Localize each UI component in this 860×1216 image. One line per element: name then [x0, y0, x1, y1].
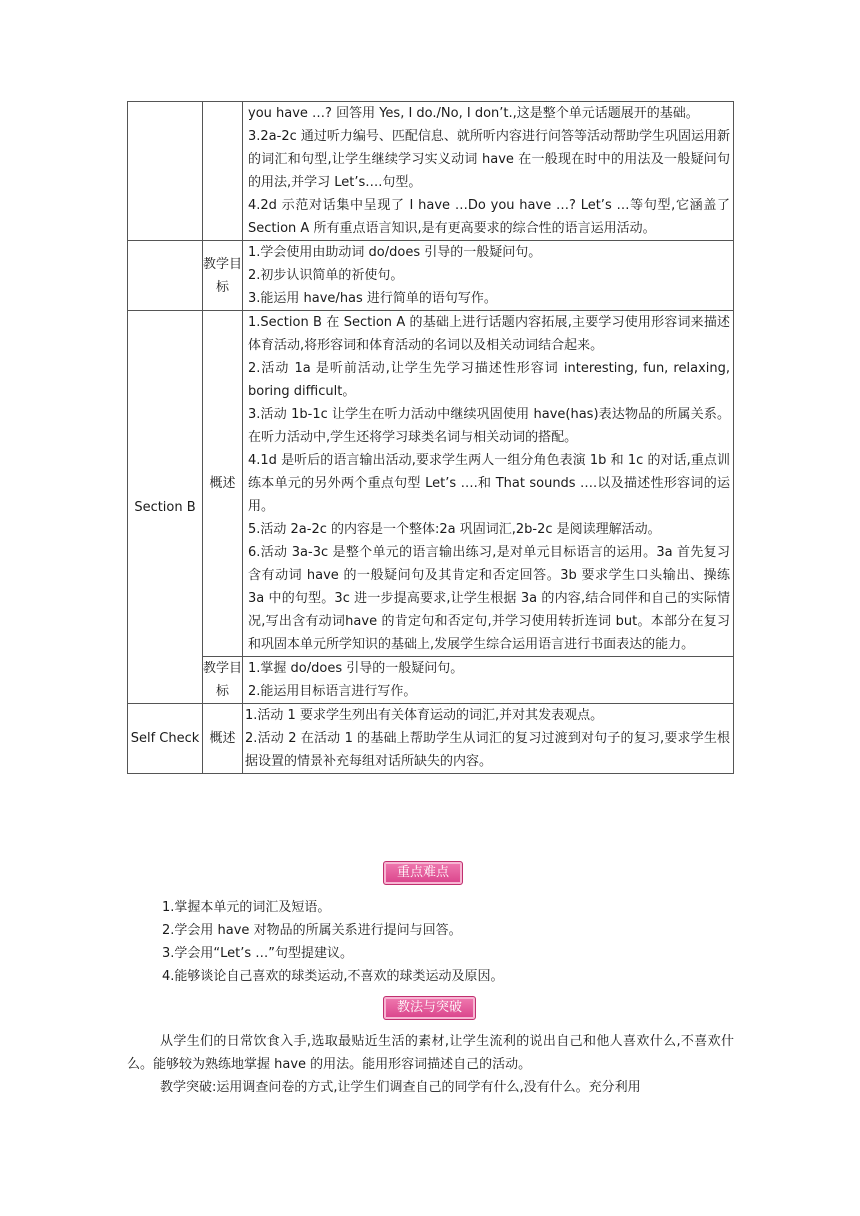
sub-label-cell	[203, 102, 243, 241]
section-label-cell	[128, 241, 203, 311]
goal-content-cell	[243, 657, 734, 704]
overview-content-cell	[243, 102, 734, 241]
overview-line: 6.活动 3a-3c 是整个单元的语言输出练习,是对单元目标语言的运用。3a 首先复习含有动词 have 的一般疑问句及其肯定和否定回答。3b 要求学生口头输出、操练 3a 中的句型。3c 进一步提高要求,让学生根据 3a 的内容,结合同伴和自己的实际情况,写出含有动词have 的肯定句和否定句,并学习使用转折连词 but。本部分在复习和巩固本单元所学知识的基础上,发展学生综合运用语言进行书面表达的能力。	[248, 545, 730, 652]
section-a-continued-row	[128, 102, 734, 241]
overview-line: you have …? 回答用 Yes, I do./No, I don’t.,这是整个单元话题展开的基础。	[248, 106, 699, 121]
self-check-line: 2.活动 2 在活动 1 的基础上帮助学生从词汇的复习过渡到对句子的复习,要求学生根据设置的情景补充每组对话所缺失的内容。	[245, 731, 730, 769]
goal-label-cell: 教学目标	[203, 657, 243, 704]
goal-line: 1.学会使用由助动词 do/does 引导的一般疑问句。	[248, 245, 542, 260]
methods-paragraph: 从学生们的日常饮食入手,选取最贴近生活的素材,让学生流利的说出自己和他人喜欢什么,不喜欢什么。能够较为熟练地掌握 have 的用法。能用形容词描述自己的活动。	[127, 1034, 734, 1072]
list-item: 2.学会用 have 对物品的所属关系进行提问与回答。	[162, 923, 462, 938]
key-points-list	[162, 896, 504, 988]
overview-line: 3.活动 1b-1c 让学生在听力活动中继续巩固使用 have(has)表达物品的所属关系。在听力活动中,学生还将学习球类名词与相关动词的搭配。	[248, 407, 730, 445]
methods-heading: 教法与突破	[383, 996, 476, 1020]
methods-paragraph: 教学突破:运用调查问卷的方式,让学生们调查自己的同学有什么,没有什么。充分利用	[160, 1080, 641, 1095]
list-item: 1.掌握本单元的词汇及短语。	[162, 900, 331, 915]
goal-line: 2.能运用目标语言进行写作。	[248, 684, 417, 699]
self-check-line: 1.活动 1 要求学生列出有关体育运动的词汇,并对其发表观点。	[245, 708, 604, 723]
self-check-content-cell	[243, 704, 734, 774]
section-b-label: Section B	[128, 311, 203, 704]
overview-line: 3.2a-2c 通过听力编号、匹配信息、就所听内容进行问答等活动帮助学生巩固运用新的词汇和句型,让学生继续学习实义动词 have 在一般现在时中的用法及一般疑问句的用法,并学习 Let’s….句型。	[248, 129, 730, 190]
overview-line: 2.活动 1a 是听前活动,让学生先学习描述性形容词 interesting, fun, relaxing, boring difficult。	[248, 361, 730, 399]
self-check-label: Self Check	[128, 704, 203, 774]
goal-line: 3.能运用 have/has 进行简单的语句写作。	[248, 291, 497, 306]
goal-content-cell	[243, 241, 734, 311]
unit-analysis-table	[127, 101, 734, 774]
overview-line: 5.活动 2a-2c 的内容是一个整体:2a 巩固词汇,2b-2c 是阅读理解活动。	[248, 522, 661, 537]
key-points-heading: 重点难点	[383, 861, 463, 885]
overview-line: 4.2d 示范对话集中呈现了 I have …Do you have …? Let’s …等句型,它涵盖了 Section A 所有重点语言知识,是有更高要求的综合性的语言运用活动。	[248, 198, 730, 236]
section-b-goals-row	[128, 657, 734, 704]
list-item: 3.学会用“Let’s …”句型提建议。	[162, 946, 354, 961]
overview-content-cell	[243, 311, 734, 657]
goal-line: 2.初步认识简单的祈使句。	[248, 268, 404, 283]
section-a-goals-row	[128, 241, 734, 311]
overview-label-cell: 概述	[203, 311, 243, 657]
overview-line: 4.1d 是听后的语言输出活动,要求学生两人一组分角色表演 1b 和 1c 的对话,重点训练本单元的另外两个重点句型 Let’s ….和 That sounds ….以及描述性形容词的运用。	[248, 453, 730, 514]
section-label-cell	[128, 102, 203, 241]
list-item: 4.能够谈论自己喜欢的球类运动,不喜欢的球类运动及原因。	[162, 969, 504, 984]
self-check-row	[128, 704, 734, 774]
goal-label-cell: 教学目标	[203, 241, 243, 311]
self-check-sub-label: 概述	[203, 704, 243, 774]
goal-line: 1.掌握 do/does 引导的一般疑问句。	[248, 661, 464, 676]
overview-line: 1.Section B 在 Section A 的基础上进行话题内容拓展,主要学习使用形容词来描述体育活动,将形容词和体育活动的名词以及相关动词结合起来。	[248, 315, 730, 353]
section-b-overview-row	[128, 311, 734, 657]
